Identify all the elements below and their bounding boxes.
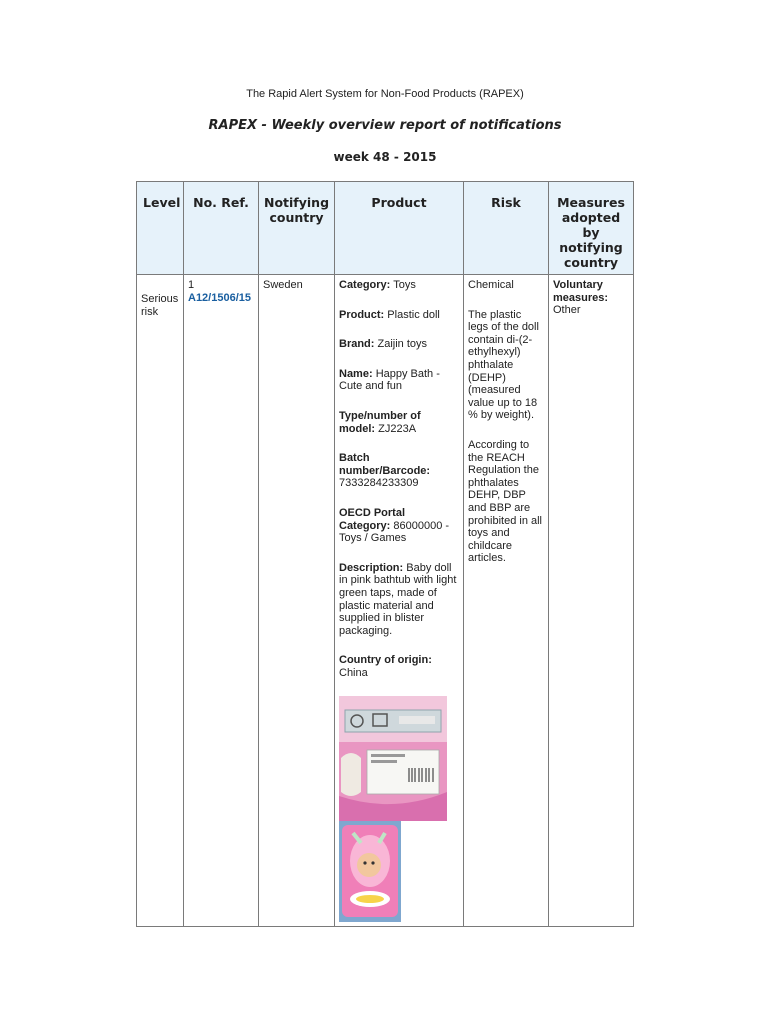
product-name-type: Product: Plastic doll [339,308,440,321]
measures-label: Voluntary measures: [553,279,609,304]
notifications-table [136,181,634,927]
product-photo-label [339,696,447,821]
product-model: Type/number of model: ZJ223A [339,409,421,435]
country-value: Sweden [263,279,303,291]
risk-type: Chemical [468,279,514,291]
measures-cell [549,275,634,927]
col-header-risk: Risk [464,182,549,275]
level-value: Serious risk [141,293,179,318]
country-cell [259,275,335,927]
product-origin: Country of origin: China [339,654,432,679]
col-header-product: Product [335,182,464,275]
risk-regulation: According to the REACH Regulation the phthalates DEHP, DBP and BBP are prohibited in all toys and childcare articles. [468,438,542,565]
system-title: The Rapid Alert System for Non-Food Products (RAPEX) [246,88,524,100]
level-cell [137,275,184,927]
report-title: RAPEX - Weekly overview report of notifications [208,118,562,133]
product-description: Description: Baby doll in pink bathtub with light green taps, made of plastic material and supplied in blister packaging. [339,561,457,637]
risk-detail: The plastic legs of the doll contain di-(2-ethylhexyl) phthalate (DEHP) (measured value up to 18 % by weight). [468,308,539,422]
product-oecd-category: OECD Portal Category: 86000000 - Toys / Games [339,506,450,545]
col-header-ref: No. Ref. [184,182,259,275]
ref-cell [184,275,259,927]
product-photo-doll [339,821,401,922]
product-name: Name: Happy Bath - Cute and fun [339,367,440,393]
risk-cell [464,275,549,927]
notification-ref-link[interactable]: A12/1506/15 [188,291,251,304]
measures-value: Other [553,304,581,317]
col-header-level: Level [137,182,184,275]
col-header-measures: Measures adopted by notifying country [549,182,634,275]
report-week: week 48 - 2015 [333,150,437,164]
product-cell [335,275,464,927]
product-barcode: Batch number/Barcode: 7333284233309 [339,452,431,490]
product-category: Category: Toys [339,279,416,291]
col-header-country: Notifying country [259,182,335,275]
product-brand: Brand: Zaijin toys [339,338,428,351]
table-row [137,275,634,927]
table-header-row [137,182,634,275]
notification-number: 1 [188,279,195,291]
